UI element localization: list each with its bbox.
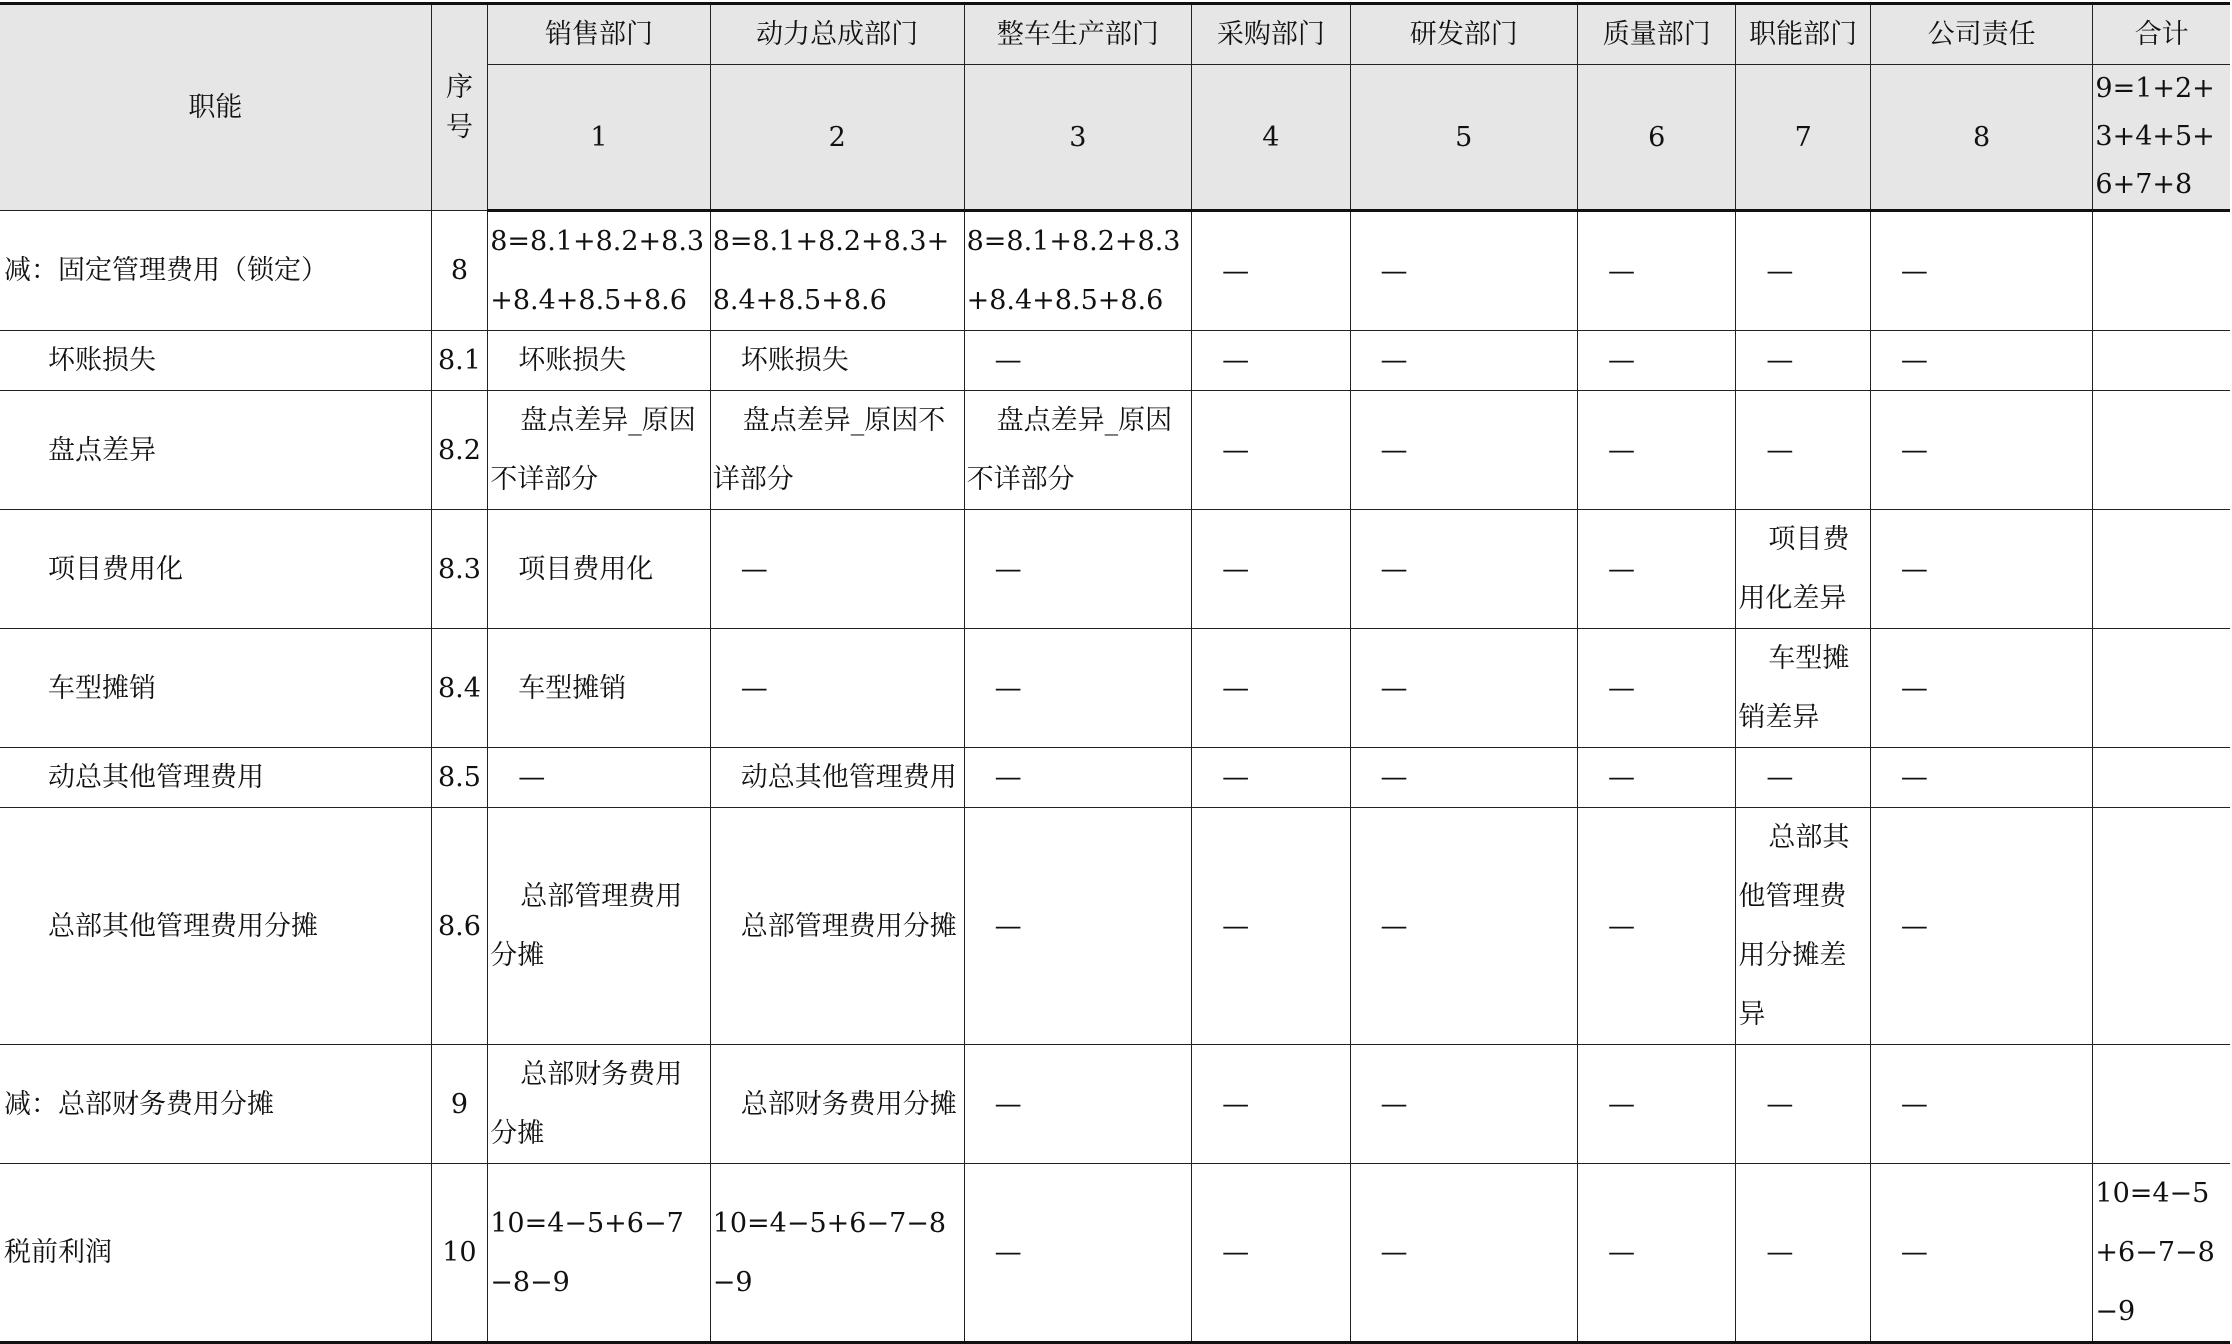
cell-company: — [1870, 748, 2092, 808]
cell-functional: — [1736, 331, 1871, 391]
table-row [0, 1045, 2230, 1164]
cell-company: — [1870, 808, 2092, 1045]
table-row [0, 748, 2230, 808]
cell-total: 10=4−5+6−7−8−9 [2093, 1164, 2230, 1343]
row-label: 盘点差异 [0, 391, 431, 510]
function-header: 职能 [0, 4, 431, 211]
col-index-3: 3 [964, 65, 1192, 211]
cell-total [2093, 629, 2230, 748]
cell-vehicle-production: — [964, 331, 1192, 391]
cell-purchasing: — [1192, 1045, 1350, 1164]
table-row [0, 629, 2230, 748]
cell-powertrain: 动总其他管理费用 [710, 748, 964, 808]
cell-quality: — [1578, 211, 1736, 331]
seq-header: 序号 [431, 4, 488, 211]
cell-vehicle-production: — [964, 1045, 1192, 1164]
cell-powertrain: 盘点差异_原因不详部分 [710, 391, 964, 510]
table-row [0, 331, 2230, 391]
cell-quality: — [1578, 331, 1736, 391]
row-seq: 8.2 [431, 391, 488, 510]
row-seq: 8.3 [431, 510, 488, 629]
col-index-7: 7 [1736, 65, 1871, 211]
row-seq: 10 [431, 1164, 488, 1343]
cell-quality: — [1578, 1045, 1736, 1164]
cell-purchasing: — [1192, 331, 1350, 391]
cell-functional: — [1736, 391, 1871, 510]
col-index-5: 5 [1350, 65, 1578, 211]
profit-responsibility-table [0, 2, 2230, 1344]
cell-sales: 8=8.1+8.2+8.3+8.4+8.5+8.6 [488, 211, 710, 331]
col-header-powertrain: 动力总成部门 [710, 4, 964, 65]
cell-powertrain: 总部财务费用分摊 [710, 1045, 964, 1164]
cell-company: — [1870, 1045, 2092, 1164]
cell-sales: 车型摊销 [488, 629, 710, 748]
row-seq: 8.6 [431, 808, 488, 1045]
cell-rnd: — [1350, 391, 1578, 510]
cell-functional: 车型摊销差异 [1736, 629, 1871, 748]
cell-powertrain: 8=8.1+8.2+8.3+8.4+8.5+8.6 [710, 211, 964, 331]
row-label: 坏账损失 [0, 331, 431, 391]
cell-total [2093, 808, 2230, 1045]
cell-powertrain: 10=4−5+6−7−8−9 [710, 1164, 964, 1343]
col-header-functional: 职能部门 [1736, 4, 1871, 65]
col-index-2: 2 [710, 65, 964, 211]
row-seq: 8.5 [431, 748, 488, 808]
col-header-company: 公司责任 [1870, 4, 2092, 65]
row-label: 总部其他管理费用分摊 [0, 808, 431, 1045]
cell-functional: — [1736, 211, 1871, 331]
cell-total [2093, 510, 2230, 629]
col-index-1: 1 [488, 65, 710, 211]
cell-quality: — [1578, 1164, 1736, 1343]
cell-sales: 坏账损失 [488, 331, 710, 391]
cell-purchasing: — [1192, 748, 1350, 808]
cell-vehicle-production: — [964, 1164, 1192, 1343]
row-label: 减：固定管理费用（锁定） [0, 211, 431, 331]
cell-sales: 盘点差异_原因不详部分 [488, 391, 710, 510]
col-header-rnd: 研发部门 [1350, 4, 1578, 65]
row-seq: 9 [431, 1045, 488, 1164]
col-header-sales: 销售部门 [488, 4, 710, 65]
cell-total [2093, 1045, 2230, 1164]
col-index-6: 6 [1578, 65, 1736, 211]
table-row [0, 808, 2230, 1045]
cell-quality: — [1578, 629, 1736, 748]
cell-powertrain: 坏账损失 [710, 331, 964, 391]
cell-sales: 总部财务费用分摊 [488, 1045, 710, 1164]
cell-purchasing: — [1192, 808, 1350, 1045]
cell-company: — [1870, 510, 2092, 629]
cell-rnd: — [1350, 510, 1578, 629]
table-row [0, 211, 2230, 331]
cell-functional: — [1736, 1045, 1871, 1164]
cell-sales: 总部管理费用分摊 [488, 808, 710, 1045]
cell-sales: 项目费用化 [488, 510, 710, 629]
row-label: 税前利润 [0, 1164, 431, 1343]
cell-powertrain: — [710, 629, 964, 748]
cell-company: — [1870, 629, 2092, 748]
cell-company: — [1870, 331, 2092, 391]
cell-purchasing: — [1192, 1164, 1350, 1343]
cell-purchasing: — [1192, 510, 1350, 629]
table-row [0, 510, 2230, 629]
cell-rnd: — [1350, 629, 1578, 748]
cell-powertrain: — [710, 510, 964, 629]
cell-functional: — [1736, 1164, 1871, 1343]
cell-quality: — [1578, 391, 1736, 510]
cell-purchasing: — [1192, 391, 1350, 510]
col-index-8: 8 [1870, 65, 2092, 211]
cell-vehicle-production: 8=8.1+8.2+8.3+8.4+8.5+8.6 [964, 211, 1192, 331]
cell-vehicle-production: — [964, 510, 1192, 629]
cell-vehicle-production: — [964, 629, 1192, 748]
cell-company: — [1870, 1164, 2092, 1343]
row-seq: 8.4 [431, 629, 488, 748]
cell-rnd: — [1350, 748, 1578, 808]
table-row [0, 1164, 2230, 1343]
cell-functional: 总部其他管理费用分摊差异 [1736, 808, 1871, 1045]
cell-rnd: — [1350, 808, 1578, 1045]
cell-sales: — [488, 748, 710, 808]
cell-total [2093, 748, 2230, 808]
row-label: 减：总部财务费用分摊 [0, 1045, 431, 1164]
cell-rnd: — [1350, 331, 1578, 391]
col-header-vehicle-production: 整车生产部门 [964, 4, 1192, 65]
table-row [0, 391, 2230, 510]
cell-functional: — [1736, 748, 1871, 808]
row-seq: 8.1 [431, 331, 488, 391]
cell-purchasing: — [1192, 629, 1350, 748]
cell-vehicle-production: — [964, 748, 1192, 808]
col-header-quality: 质量部门 [1578, 4, 1736, 65]
row-label: 项目费用化 [0, 510, 431, 629]
cell-rnd: — [1350, 211, 1578, 331]
cell-powertrain: 总部管理费用分摊 [710, 808, 964, 1045]
cell-quality: — [1578, 808, 1736, 1045]
cell-functional: 项目费用化差异 [1736, 510, 1871, 629]
cell-total [2093, 211, 2230, 331]
row-seq: 8 [431, 211, 488, 331]
row-label: 动总其他管理费用 [0, 748, 431, 808]
cell-quality: — [1578, 510, 1736, 629]
cell-company: — [1870, 211, 2092, 331]
cell-rnd: — [1350, 1164, 1578, 1343]
col-index-4: 4 [1192, 65, 1350, 211]
cell-total [2093, 391, 2230, 510]
cell-total [2093, 331, 2230, 391]
cell-sales: 10=4−5+6−7−8−9 [488, 1164, 710, 1343]
col-header-purchasing: 采购部门 [1192, 4, 1350, 65]
cell-quality: — [1578, 748, 1736, 808]
col-index-total-formula: 9=1+2+3+4+5+6+7+8 [2093, 65, 2230, 211]
cell-company: — [1870, 391, 2092, 510]
cell-purchasing: — [1192, 211, 1350, 331]
cell-vehicle-production: — [964, 808, 1192, 1045]
cell-rnd: — [1350, 1045, 1578, 1164]
col-header-total: 合计 [2093, 4, 2230, 65]
row-label: 车型摊销 [0, 629, 431, 748]
cell-vehicle-production: 盘点差异_原因不详部分 [964, 391, 1192, 510]
